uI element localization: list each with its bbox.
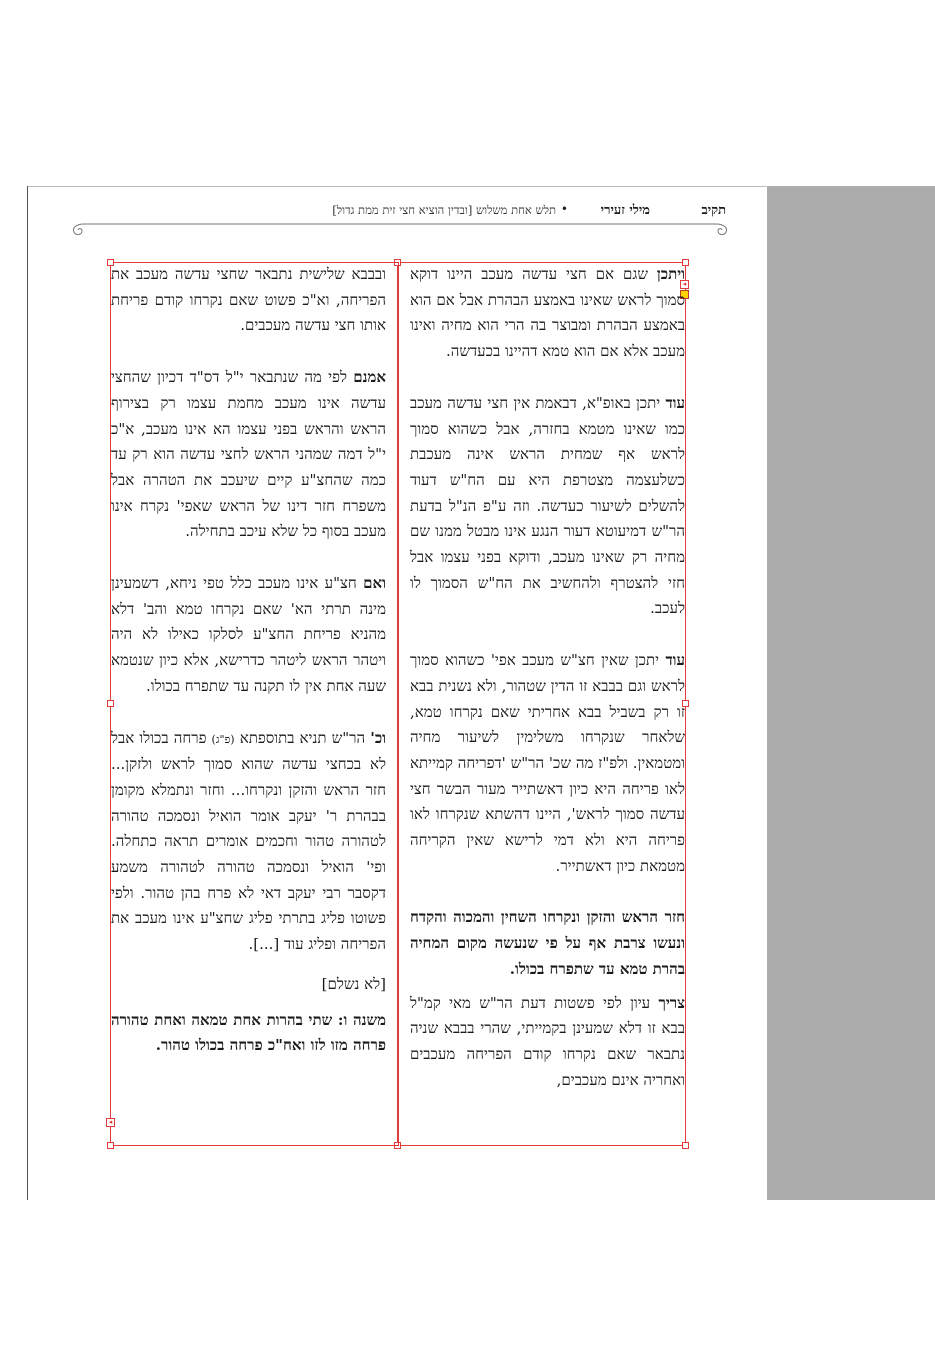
paragraph-text: יתכן באופ"א, דבאמת אין חצי עדשה מעכב כמו שאינו מטמא בחזרה, אבל כשהוא סמוך לראש אף שמחית הראש אינה מעכבת כשלעצמה מצטרפת היא עם הח"ש דעוד להשלים לשיעור כעדשה. וזה ע"פ הנ"ל בדעת הר"ש דמיעוטא דעור הנגע אינו מבטל ממנו שם מחיה רק שאינו מעכב, ודוקא בפני עצמו אבל חזי להצטרף ולהחשיב את הח"ש הסמוך לו לעכב. [410, 393, 685, 618]
section-title: תלש אחת משלוש [ובדין הוציא חצי זית ממת גדול] [332, 203, 556, 217]
column-right [410, 262, 685, 1093]
lead-word: עוד [665, 393, 685, 412]
paragraph [111, 726, 386, 958]
paragraph [410, 391, 685, 622]
page-left-edge [27, 186, 28, 1200]
mishna-heading: משנה ו: שתי בהרות אחת טמאה ואחת טהורה פרחה מזו לזו ואח"כ פרחה בכולו טהור. [111, 1010, 386, 1055]
not-finished-note: [לא נשלם] [321, 974, 386, 993]
lead-word: אמנם [353, 368, 386, 387]
lead-word: ויתכן [656, 265, 685, 283]
lead-word: וכ' [370, 728, 386, 747]
lead-word: צריך [658, 993, 685, 1012]
ornamental-rule-icon [70, 218, 730, 238]
paragraph-text: עיון לפי פשטות דעת הר"ש מאי קמ"ל בבא זו דלא שמעינן בקמייתי, שהרי בבבא שניה נתבאר שאם נקרחו קודם הפריחה מעכבים ואחריה אינם מעכבים, [410, 993, 685, 1089]
mishna-quote: חזר הראש והזקן ונקרחו השחין והמכוה והקדח ונעשו צרבת אף על פי שנעשה מקום המחיה בהרת טמא עד שתפרח בכולו. [410, 908, 685, 978]
out-port-icon[interactable]: ◂ [106, 1118, 115, 1127]
paragraph [111, 365, 386, 545]
paragraph-text: לפי מה שנתבאר י"ל דס"ד דכיון שהחצי עדשה אינו מעכב מחמת עצמו רק בצירוף הראש והראש בפני עצמו הא אינו מעכב, א"כ י"ל דמה שמהני הראש לחצי עדשה הוא רק עד כמה שהחצ"ע קיים שיעכב את הטהרה אבל משפרח חזר דינו של הראש שאפי' נקרח אינו מעכב בסוף כל שלא עיכב בתחילה. [111, 368, 386, 541]
paragraph-text: חצ"ע אינו מעכב כלל טפי ניחא, דשמעינן מינה תרתי הא' שאם נקרחו טמא והב' דלא מהניא פריחת החצ"ע לסלקו כאילו לא היה ויטהר הראש ליטהר כדרישא, אלא כיון שנטמא שעה אחת אין לו תקנה עד שתפרח בכולו. [111, 574, 386, 695]
paragraph [111, 571, 386, 700]
paragraph-text: פרחה בכולו אבל לא בכחצי עדשה שהוא סמוך לראש ולזקן... חזר הראש והזקן ונקרחו... וחזר ונתמלא מקומן בבהרת ר' יעקב אומר הואיל ונסמכה טהורה לטהורה טהור וחכמים אומרים תראה כתחלה. ופי' הואיל ונסמכה טהורה לטהורה משמע דקסבר רבי יעקב דאי לא פרח בהן טהור. ולפי פשוטו פליג בתרתי פליג שחצ"ע אינו מעכב את הפריחה ופליג עוד [...]. [111, 728, 386, 954]
frame-handle[interactable] [682, 1142, 689, 1149]
lead-word: ואם [363, 574, 386, 593]
paragraph-text: שגם אם חצי עדשה מעכב היינו דוקא סמוך לראש שאינו באמצע הבהרת אבל אם הוא באמצע הבהרת ומבוצר בה הרי הוא מחיה ואינו מעכב אלא אם הוא טמא דהיינו בכעדשה. [410, 265, 685, 361]
paragraph [410, 648, 685, 879]
source-citation: (פ"ג) [211, 732, 235, 746]
pasteboard [767, 186, 935, 1200]
column-left [111, 262, 386, 1059]
in-port-icon[interactable]: ◂ [680, 280, 689, 289]
lead-word: עוד [665, 651, 685, 670]
separator-bullet: • [560, 202, 568, 216]
frame-handle[interactable] [107, 1142, 114, 1149]
paragraph-text: יתכן שאין חצ"ש מעכב אפי' כשהוא סמוך לראש וגם בבבא זו הדין שטהור, ולא נשנית בבא זו רק בשביל בבא אחריתי שאם נקרחו טמא, שלאחר שנקרחו משלימין לשיעור מחיה ומטמאין. ולפ"ז מה שכ' הר"ש 'דפריחה קמייתא לאו פריחה היא כיון דאשתייר מעור הבשר חצי עדשה סמוך לראש', היינו דהשתא שנקרחו לאו פריחה היא ולא דמי לרישא שאין הקריחה מטמאת כיון דאשתייר. [410, 651, 685, 875]
paragraph [410, 991, 685, 1094]
paragraph [410, 262, 685, 365]
paragraph: ובבבא שלישית נתבאר שחצי עדשה מעכב את הפריחה, וא"כ פשוט שאם נקרחו קודם פריחת אותו חצי עדשה מעכבים. [111, 265, 386, 335]
page-top-edge [27, 186, 768, 187]
book-title: מילי זעירי [600, 203, 650, 218]
paragraph-text: הר"ש תניא בתוספתא [234, 728, 371, 747]
page-number: תקיב [701, 203, 726, 218]
